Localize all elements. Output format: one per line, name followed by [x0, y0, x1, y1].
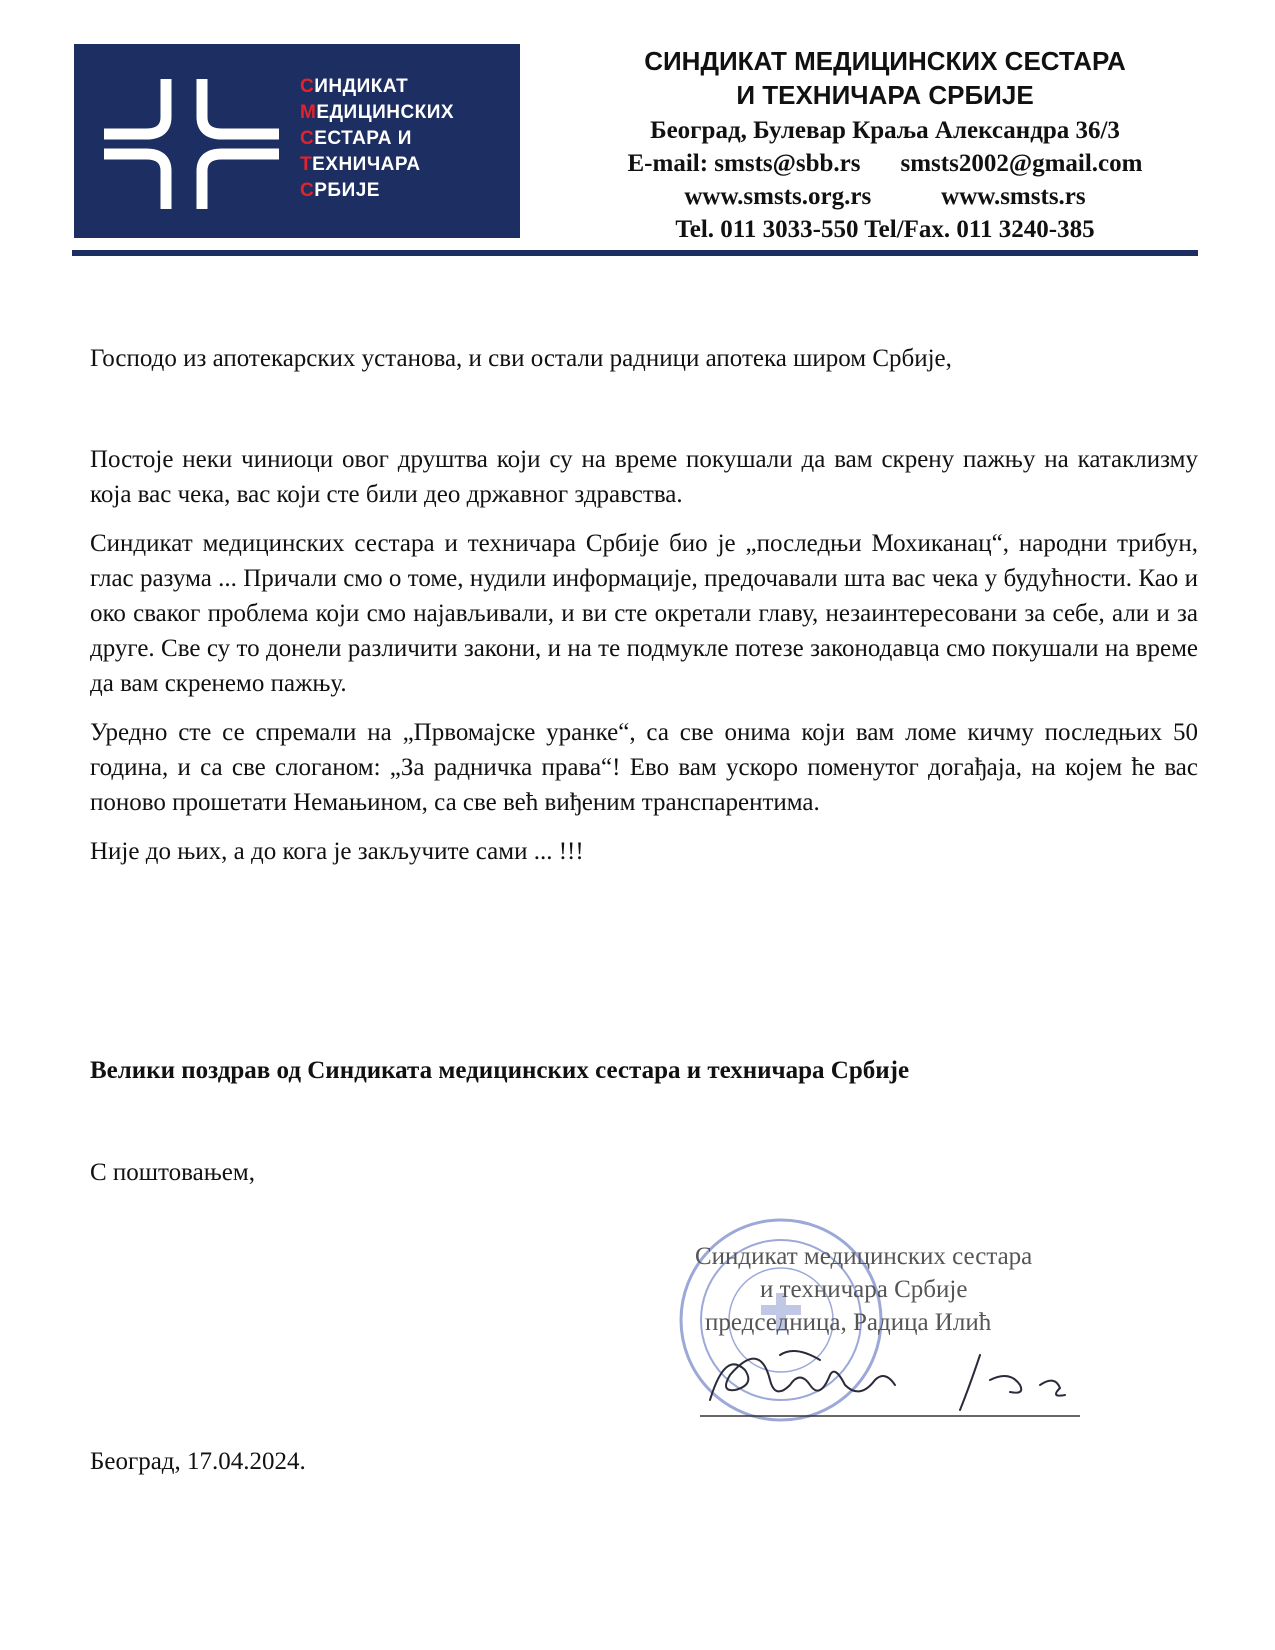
website-primary[interactable]: www.smsts.org.rs	[684, 183, 872, 210]
letterhead-info	[560, 44, 1210, 246]
email-line	[560, 147, 1210, 180]
letter-body	[90, 442, 1198, 883]
logo-line: СЕСТАРА И	[300, 128, 412, 149]
logo-line: СИНДИКАТ	[300, 76, 409, 97]
signatory-organization-line1: Синдикат медицинских сестара	[695, 1243, 1033, 1270]
logo-line: МЕДИЦИНСКИХ	[300, 102, 455, 123]
logo-wordmark	[300, 74, 454, 204]
email-primary[interactable]: E-mail: smsts@sbb.rs	[627, 150, 861, 177]
greeting: Велики поздрав од Синдиката медицинских сестара и техничара Србије	[90, 1057, 910, 1084]
cross-emblem-icon	[104, 79, 304, 209]
paragraph: Уредно сте се спремали на „Првомајске уранке“, са све онима који вам ломе кичму последњих 50 година, и са све слоганом: „За радничка права“! Ево вам ускоро поменутог догађаја, на којем ће вас поново прошетати Немањином, са све већ виђеним транспарентима.	[90, 719, 1198, 816]
logo-line: СРБИЈЕ	[300, 180, 380, 201]
paragraph: Није до њих, а до кога је закључите сами ... !!!	[90, 838, 584, 865]
website-line	[560, 180, 1210, 213]
signatory-name: председница, Радица Илић	[705, 1309, 992, 1336]
address: Београд, Булевар Краља Александра 36/3	[650, 117, 1120, 144]
organization-name-line2: И ТЕХНИЧАРА СРБИЈЕ	[736, 80, 1034, 110]
phone-line: Tel. 011 3033-550 Tel/Fax. 011 3240-385	[675, 216, 1095, 243]
closing: С поштовањем,	[90, 1159, 255, 1186]
paragraph: Синдикат медицинских сестара и техничара Србије био је „последњи Мохиканац“, народни трибун, глас разума ... Причали смо о томе, нудили информације, предочавали шта вас чека у будућности. Као и око сваког проблема који смо најављивали, и ви сте окретали главу, незаинтересовани за себе, али и за друге. Све су то донели различити закони, и на те подмукле потезе законодавца смо покушали на време да вам скренемо пажњу.	[90, 530, 1198, 697]
handwritten-signature-icon	[700, 1330, 1120, 1420]
signatory	[695, 1240, 1115, 1339]
paragraph: Постоје неки чиниоци овог друштва који су на време покушали да вам скрену пажњу на катаклизму која вас чека, вас који сте били део државног здравства.	[90, 446, 1198, 508]
salutation: Господо из апотекарских установа, и сви остали радници апотека широм Србије,	[90, 345, 952, 372]
signature-block	[665, 1205, 1125, 1435]
organization-name-line1: СИНДИКАТ МЕДИЦИНСКИХ СЕСТАРА	[644, 46, 1126, 76]
website-secondary[interactable]: www.smsts.rs	[941, 183, 1086, 210]
header-divider	[72, 250, 1198, 256]
logo-line: ТЕХНИЧАРА	[300, 154, 421, 175]
email-secondary[interactable]: smsts2002@gmail.com	[900, 150, 1143, 177]
date-place: Београд, 17.04.2024.	[90, 1448, 306, 1475]
signatory-organization-line2: и техничара Србије	[760, 1276, 968, 1303]
organization-logo	[74, 44, 520, 238]
